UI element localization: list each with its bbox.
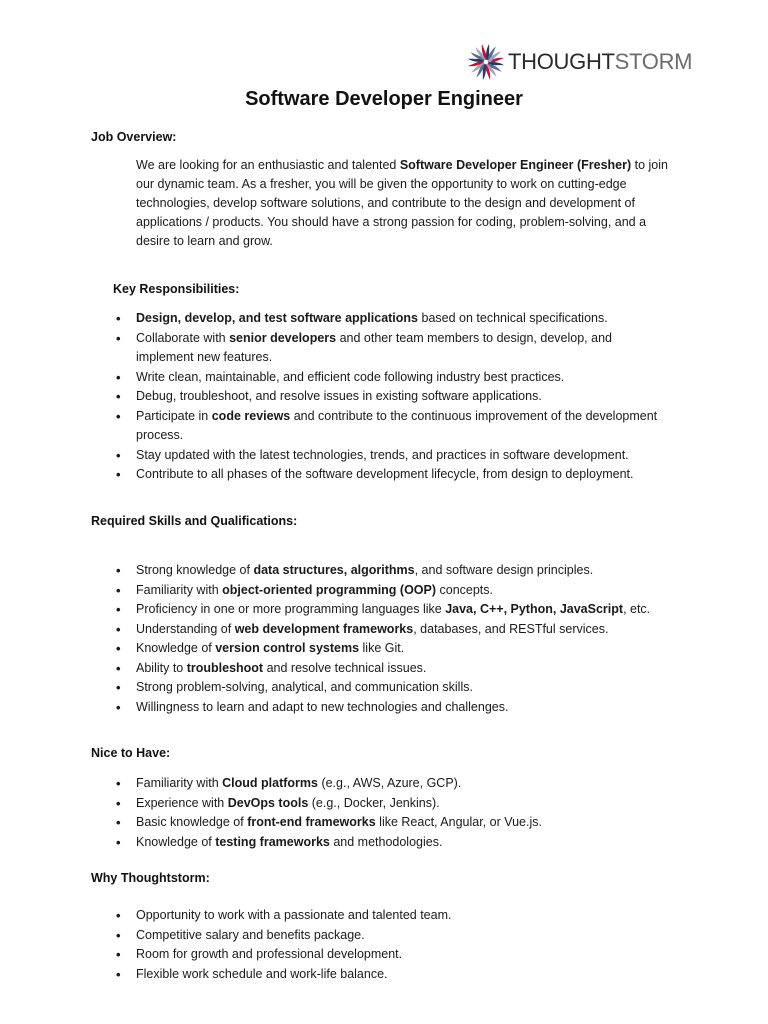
list-item-pre: Ability to (136, 660, 187, 675)
list-item-bold: Java, C++, Python, JavaScript (445, 602, 624, 616)
list-item (0, 446, 666, 466)
list-item-pre: Familiarity with (136, 582, 223, 597)
list-item-pre: Flexible work schedule and work-life balance. (136, 966, 388, 981)
list-item (0, 407, 666, 446)
list-item-bold: code reviews (211, 408, 291, 423)
pinwheel-logo-icon (466, 42, 506, 82)
list-item-bold: front-end frameworks (247, 815, 376, 829)
nice-list (0, 774, 768, 852)
list-item-pre: Debug, troubleshoot, and resolve issues in existing software applications. (136, 389, 542, 403)
list-item-pre: Contribute to all phases of the software development lifecycle, from design to deployment. (136, 467, 634, 481)
skills-list (0, 561, 768, 717)
list-item-pre: Understanding of (136, 621, 235, 636)
list-item-pre: Knowledge of (136, 834, 216, 849)
page-title: Software Developer Engineer (245, 88, 523, 110)
list-item-post: like React, Angular, or Vue.js. (375, 815, 542, 829)
list-item-bold: Design, develop, and test software applications (136, 311, 419, 325)
list-item (0, 794, 666, 814)
list-item-bold: object-oriented programming (OOP) (222, 582, 437, 597)
list-item (0, 698, 666, 718)
list-item-post: based on technical specifications. (418, 311, 608, 325)
list-item (0, 678, 666, 698)
thoughtstorm-logo (466, 42, 692, 82)
list-item-post: like Git. (359, 641, 405, 655)
list-item-pre: Room for growth and professional development. (136, 947, 403, 961)
list-item (0, 774, 666, 794)
list-item-pre: Write clean, maintainable, and efficient code following industry best practices. (136, 369, 565, 384)
list-item-bold: data structures, algorithms (253, 563, 415, 577)
list-item (0, 309, 666, 329)
list-item-post: , etc. (623, 602, 651, 616)
list-item-pre: Opportunity to work with a passionate and talented team. (136, 908, 452, 922)
brand-name (508, 51, 692, 73)
list-item-pre: Participate in (136, 408, 212, 423)
list-item-post: concepts. (436, 582, 494, 597)
list-item-bold: DevOps tools (227, 795, 309, 810)
list-item (0, 945, 666, 965)
list-item-pre: Knowledge of (136, 641, 216, 655)
list-item (0, 581, 666, 601)
list-item-pre: Strong problem-solving, analytical, and communication skills. (136, 680, 473, 694)
list-item-bold: senior developers (229, 330, 337, 345)
list-item (0, 329, 666, 368)
list-item-pre: Experience with (136, 795, 228, 810)
overview-heading: Job Overview: (91, 130, 177, 144)
list-item-post: and resolve technical issues. (263, 660, 427, 675)
list-item (0, 833, 666, 853)
list-item (0, 965, 666, 985)
responsibilities-heading: Key Responsibilities: (113, 282, 240, 296)
list-item-pre: Strong knowledge of (136, 563, 254, 577)
list-item-post: and contribute to the continuous improvement of the development process. (136, 408, 658, 442)
list-item-post: and methodologies. (329, 834, 443, 849)
list-item-post: , databases, and RESTful services. (413, 621, 609, 636)
why-heading: Why Thoughtstorm: (91, 871, 210, 885)
list-item-pre: Stay updated with the latest technologies, trends, and practices in software development. (136, 447, 629, 462)
list-item (0, 600, 666, 620)
nice-heading: Nice to Have: (91, 746, 171, 760)
list-item (0, 465, 666, 485)
list-item-post: and other team members to design, develop, and implement new features. (136, 330, 612, 364)
responsibilities-list (0, 309, 768, 485)
list-item (0, 906, 666, 926)
list-item (0, 639, 666, 659)
brand-name-part1: THOUGHT (508, 49, 615, 74)
list-item-post: (e.g., AWS, Azure, GCP). (317, 776, 462, 790)
overview-text-after: to join our dynamic team. As a fresher, you will be given the opportunity to work on cutting-edge technologies, develop software solutions, and contribute to the design and development of applications / products. You should have a strong passion for coding, problem-solving, and a desire to learn and grow. (136, 158, 668, 248)
list-item (0, 926, 666, 946)
list-item (0, 368, 666, 388)
brand-name-part2: STORM (614, 49, 693, 74)
overview-text-bold: Software Developer Engineer (Fresher) (399, 158, 632, 172)
list-item-post: , and software design principles. (414, 563, 594, 577)
list-item-bold: web development frameworks (234, 621, 414, 636)
list-item-pre: Collaborate with (136, 330, 230, 345)
list-item-post: (e.g., Docker, Jenkins). (308, 795, 440, 810)
list-item-bold: troubleshoot (186, 660, 264, 675)
list-item-bold: Cloud platforms (222, 776, 318, 790)
why-list (0, 906, 768, 984)
list-item-pre: Familiarity with (136, 776, 223, 790)
list-item-pre: Competitive salary and benefits package. (136, 927, 365, 942)
list-item (0, 813, 666, 833)
list-item-pre: Willingness to learn and adapt to new technologies and challenges. (136, 699, 509, 714)
overview-paragraph (136, 156, 676, 251)
overview-text-before: We are looking for an enthusiastic and talented (136, 158, 400, 172)
list-item (0, 620, 666, 640)
list-item-pre: Proficiency in one or more programming languages like (136, 602, 446, 616)
list-item (0, 387, 666, 407)
list-item (0, 561, 666, 581)
list-item-bold: testing frameworks (215, 834, 330, 849)
skills-heading: Required Skills and Qualifications: (91, 514, 298, 528)
list-item-pre: Basic knowledge of (136, 815, 248, 829)
list-item (0, 659, 666, 679)
list-item-bold: version control systems (215, 641, 360, 655)
